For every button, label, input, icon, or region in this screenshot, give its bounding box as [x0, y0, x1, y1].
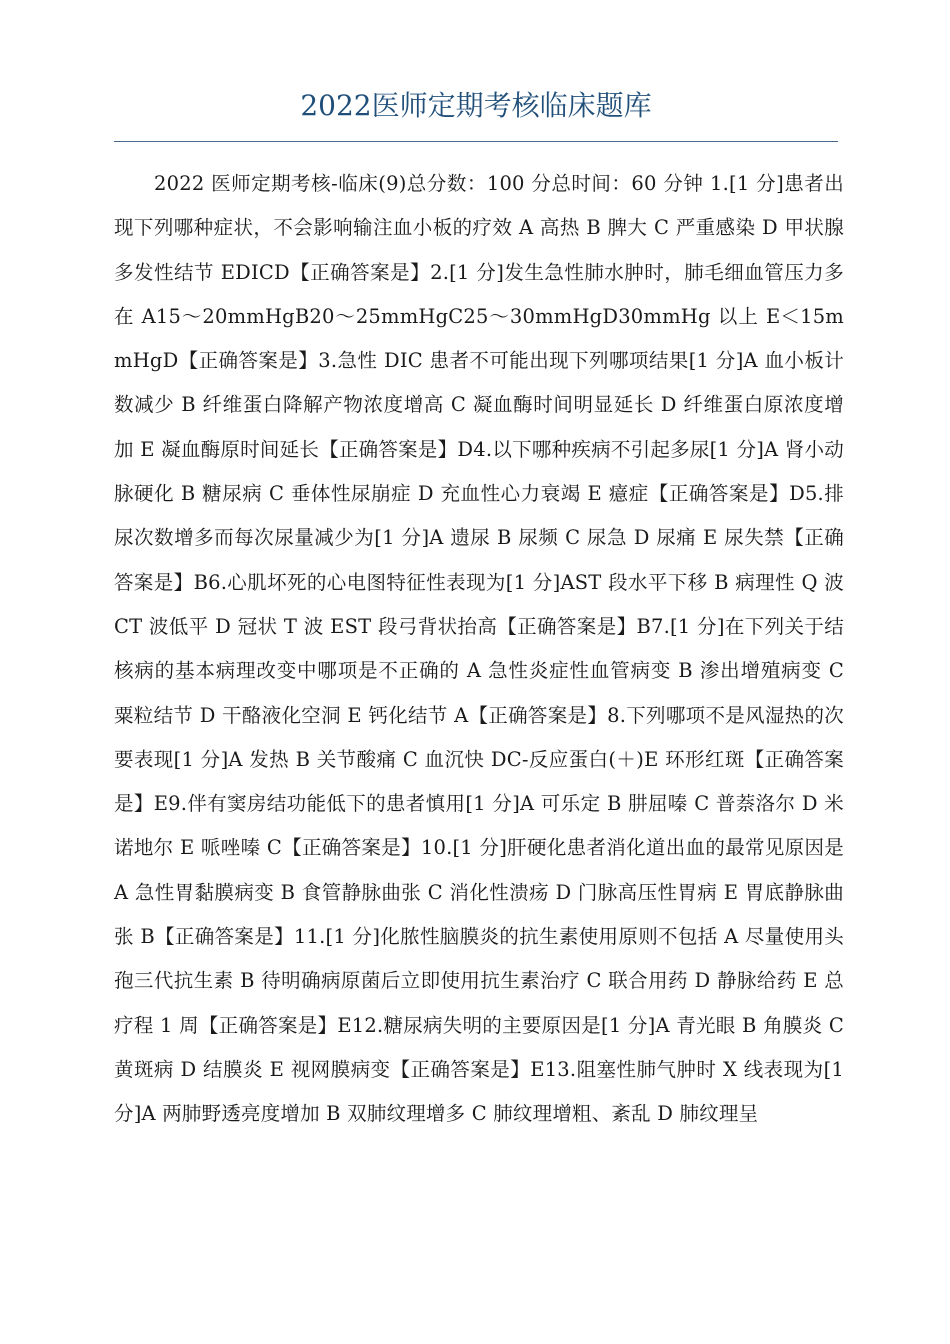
document-title: 2022医师定期考核临床题库	[300, 89, 652, 122]
document-body-paragraph: 2022 医师定期考核-临床(9)总分数：100 分总时间：60 分钟 1.[1 分]患者出现下列哪种症状，不会影响输注血小板的疗效 A 高热 B 脾大 C 严重感染 D 甲状腺多发性结节 EDICD【正确答案是】2.[1 分]发生急性肺水肿时，肺毛细血管压力多在 A15～20mmHgB20～25mmHgC25～30mmHgD30mmHg 以上 E＜15mmHgD【正确答案是】3.急性 DIC 患者不可能出现下列哪项结果[1 分]A 血小板计数减少 B 纤维蛋白降解产物浓度增高 C 凝血酶时间明显延长 D 纤维蛋白原浓度增加 E 凝血酶原时间延长【正确答案是】D4.以下哪种疾病不引起多尿[1 分]A 肾小动脉硬化 B 糖尿病 C 垂体性尿崩症 D 充血性心力衰竭 E 癔症【正确答案是】D5.排尿次数增多而每次尿量减少为[1 分]A 遗尿 B 尿频 C 尿急 D 尿痛 E 尿失禁【正确答案是】B6.心肌坏死的心电图特征性表现为[1 分]AST 段水平下移 B 病理性 Q 波 CT 波低平 D 冠状 T 波 EST 段弓背状抬高【正确答案是】B7.[1 分]在下列关于结核病的基本病理改变中哪项是不正确的 A 急性炎症性血管病变 B 渗出增殖病变 C 粟粒结节 D 干酪液化空洞 E 钙化结节 A【正确答案是】8.下列哪项不是风湿热的次要表现[1 分]A 发热 B 关节酸痛 C 血沉快 DC-反应蛋白(＋)E 环形红斑【正确答案是】E9.伴有窦房结功能低下的患者慎用[1 分]A 可乐定 B 肼屈嗪 C 普萘洛尔 D 米诺地尔 E 哌唑嗪 C【正确答案是】10.[1 分]肝硬化患者消化道出血的最常见原因是 A 急性胃黏膜病变 B 食管静脉曲张 C 消化性溃疡 D 门脉高压性胃病 E 胃底静脉曲张 B【正确答案是】11.[1 分]化脓性脑膜炎的抗生素使用原则不包括 A 尽量使用头孢三代抗生素 B 待明确病原菌后立即使用抗生素治疗 C 联合用药 D 静脉给药 E 总疗程 1 周【正确答案是】E12.糖尿病失明的主要原因是[1 分]A 青光眼 B 角膜炎 C 黄斑病 D 结膜炎 E 视网膜病变【正确答案是】E13.阻塞性肺气肿时 X 线表现为[1 分]A 两肺野透亮度增加 B 双肺纹理增多 C 肺纹理增粗、紊乱 D 肺纹理呈	[114, 172, 844, 1126]
title-divider	[114, 141, 838, 142]
